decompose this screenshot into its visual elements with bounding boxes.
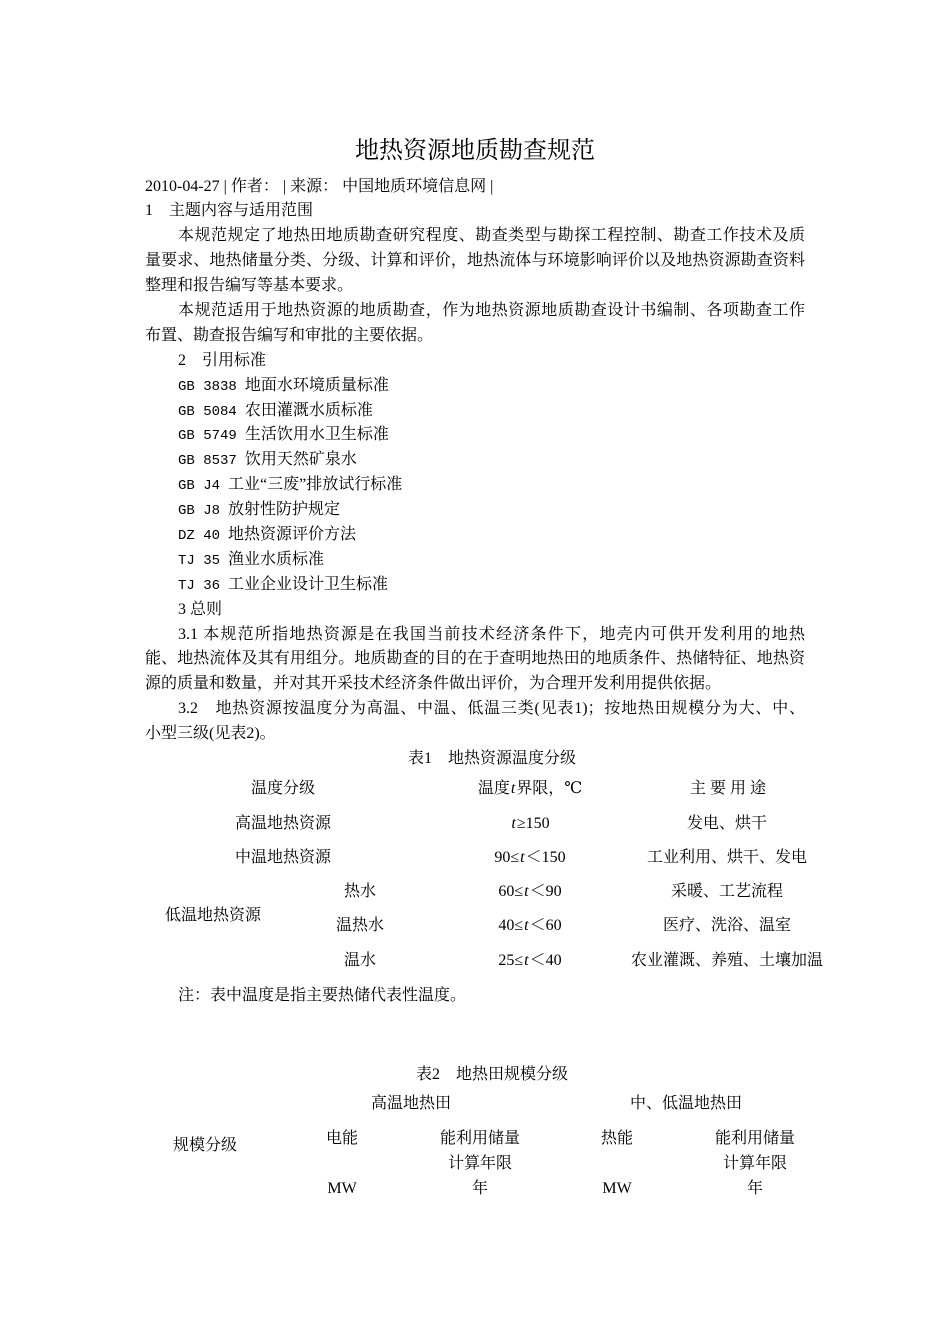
standard-name: 地面水环境质量标准 (244, 376, 389, 394)
document-meta: 2010-04-27 | 作者： | 来源： 中国地质环境信息网 | (145, 177, 494, 195)
section-heading: 2 引用标准 (178, 351, 267, 369)
standard-name: 生活饮用水卫生标准 (244, 426, 389, 444)
range-text: 40≤ (498, 917, 524, 934)
standard-code: GB J4 (178, 478, 221, 495)
section-heading: 3 总则 (178, 600, 223, 618)
standard-item (145, 423, 805, 448)
table-cell: 温热水 (335, 917, 385, 934)
table-header-cell: 热能 (600, 1130, 634, 1147)
table-header-cell (478, 777, 582, 801)
range-text: ＜60 (529, 917, 562, 934)
table-cell: 温水 (343, 952, 377, 969)
document-body (145, 175, 805, 747)
range-text: 60≤ (498, 883, 524, 900)
paragraph-line: 小型三级(见表2)。 (145, 725, 276, 743)
standard-name: 工业“三废”排放试行标准 (228, 476, 403, 494)
paragraph-line: 源的质量和数量，并对其开采技术经济条件做出评价，为合理开发利用提供依据。 (145, 675, 722, 693)
paragraph-line: 能、地热流体及其有用组分。地质勘查的目的在于查明地热田的地质条件、热储特征、地热资 (145, 650, 805, 668)
standard-item (145, 573, 805, 598)
paragraph-line: 布置、勘查报告编写和审批的主要依据。 (145, 326, 434, 344)
table-note: 注：表中温度是指主要热储代表性温度。 (178, 987, 467, 1004)
standard-name: 放射性防护规定 (228, 501, 341, 519)
table-header-cell: 温度分级 (250, 780, 316, 797)
standard-name: 工业企业设计卫生标准 (228, 575, 389, 593)
table-cell (498, 880, 561, 904)
standard-item (145, 448, 805, 473)
table-header-cell: 主 要 用 途 (689, 780, 767, 797)
table-cell: 热水 (343, 883, 377, 900)
paragraph-line: 本规范规定了地热田地质勘查研究程度、勘查类型与勘探工程控制、勘查工作技术及质 (178, 227, 805, 245)
table-header-cell: 计算年限 (447, 1155, 513, 1172)
table-unit-cell: 年 (746, 1180, 764, 1197)
range-text: ≥150 (516, 815, 550, 832)
standard-name: 渔业水质标准 (228, 550, 325, 568)
table-cell: 农业灌溉、养殖、土壤加温 (630, 952, 824, 969)
table-cell (498, 949, 561, 973)
standard-code: GB J8 (178, 503, 221, 520)
paragraph-line: 3.1 本规范所指地热资源是在我国当前技术经济条件下，地壳内可供开发利用的地热 (178, 625, 805, 643)
table-group-label: 低温地热资源 (164, 907, 262, 924)
table-header-cell: 能利用储量 (714, 1130, 796, 1147)
paragraph-line: 本规范适用于地热资源的地质勘查，作为地热资源地质勘查设计书编制、各项勘查工作 (178, 301, 805, 319)
variable-t: t (520, 849, 525, 866)
table-header-cell: 计算年限 (722, 1155, 788, 1172)
range-text: ＜150 (525, 849, 566, 866)
variable-t: t (524, 883, 529, 900)
table-caption: 表1 地热资源温度分级 (407, 750, 577, 767)
paragraph-line: 量要求、地热储量分类、分级、计算和评价，地热流体与环境影响评价以及地热资源勘查资料 (145, 252, 805, 270)
table-cell: 高温地热资源 (234, 815, 332, 832)
section-heading: 1 主题内容与适用范围 (145, 202, 314, 220)
table-cell (498, 914, 561, 938)
table-row-label: 规模分级 (172, 1137, 238, 1154)
table-cell: 中温地热资源 (234, 849, 332, 866)
table-cell (510, 812, 549, 836)
variable-t: t (511, 815, 516, 832)
range-text: ＜90 (529, 883, 562, 900)
table-cell: 工业利用、烘干、发电 (646, 849, 808, 866)
table-header-cell: 能利用储量 (439, 1130, 521, 1147)
table-header-cell: 电能 (325, 1130, 359, 1147)
standard-code: GB 8537 (178, 453, 237, 470)
table-group-header: 中、低温地热田 (629, 1095, 743, 1112)
standard-item (145, 399, 805, 424)
table-caption: 表2 地热田规模分级 (415, 1066, 569, 1083)
table-unit-cell: 年 (471, 1180, 489, 1197)
table-cell: 发电、烘干 (686, 815, 768, 832)
standard-code: GB 5749 (178, 428, 237, 445)
table-unit-cell: MW (602, 1180, 632, 1197)
variable-t: t (524, 952, 529, 969)
standard-code: TJ 35 (178, 552, 221, 569)
table-cell: 采暖、工艺流程 (670, 883, 784, 900)
standard-item (145, 374, 805, 399)
document-title: 地热资源地质勘查规范 (355, 136, 595, 164)
table-group-header: 高温地热田 (370, 1095, 452, 1112)
table-unit-cell: MW (327, 1180, 357, 1197)
range-text: 90≤ (494, 849, 520, 866)
variable-t: t (524, 917, 529, 934)
standard-name: 农田灌溉水质标准 (244, 401, 373, 419)
standard-item (145, 548, 805, 573)
table-cell: 医疗、洗浴、温室 (662, 917, 792, 934)
standard-item (145, 498, 805, 523)
header-text: 温度 (477, 780, 510, 797)
table-cell (494, 846, 565, 870)
standard-code: TJ 36 (178, 577, 221, 594)
standard-code: DZ 40 (178, 527, 221, 544)
paragraph-line: 整理和报告编写等基本要求。 (145, 277, 354, 295)
variable-t: t (510, 780, 516, 797)
standard-code: GB 5084 (178, 403, 237, 420)
standard-name: 地热资源评价方法 (228, 525, 357, 543)
standard-name: 饮用天然矿泉水 (244, 451, 357, 469)
range-text: ＜40 (529, 952, 562, 969)
standard-item (145, 523, 805, 548)
standard-item (145, 473, 805, 498)
range-text: 25≤ (498, 952, 524, 969)
standard-code: GB 3838 (178, 378, 237, 395)
paragraph-line: 3.2 地热资源按温度分为高温、中温、低温三类(见表1)；按地热田规模分为大、中、 (178, 700, 805, 718)
header-text: 界限，℃ (516, 780, 583, 797)
